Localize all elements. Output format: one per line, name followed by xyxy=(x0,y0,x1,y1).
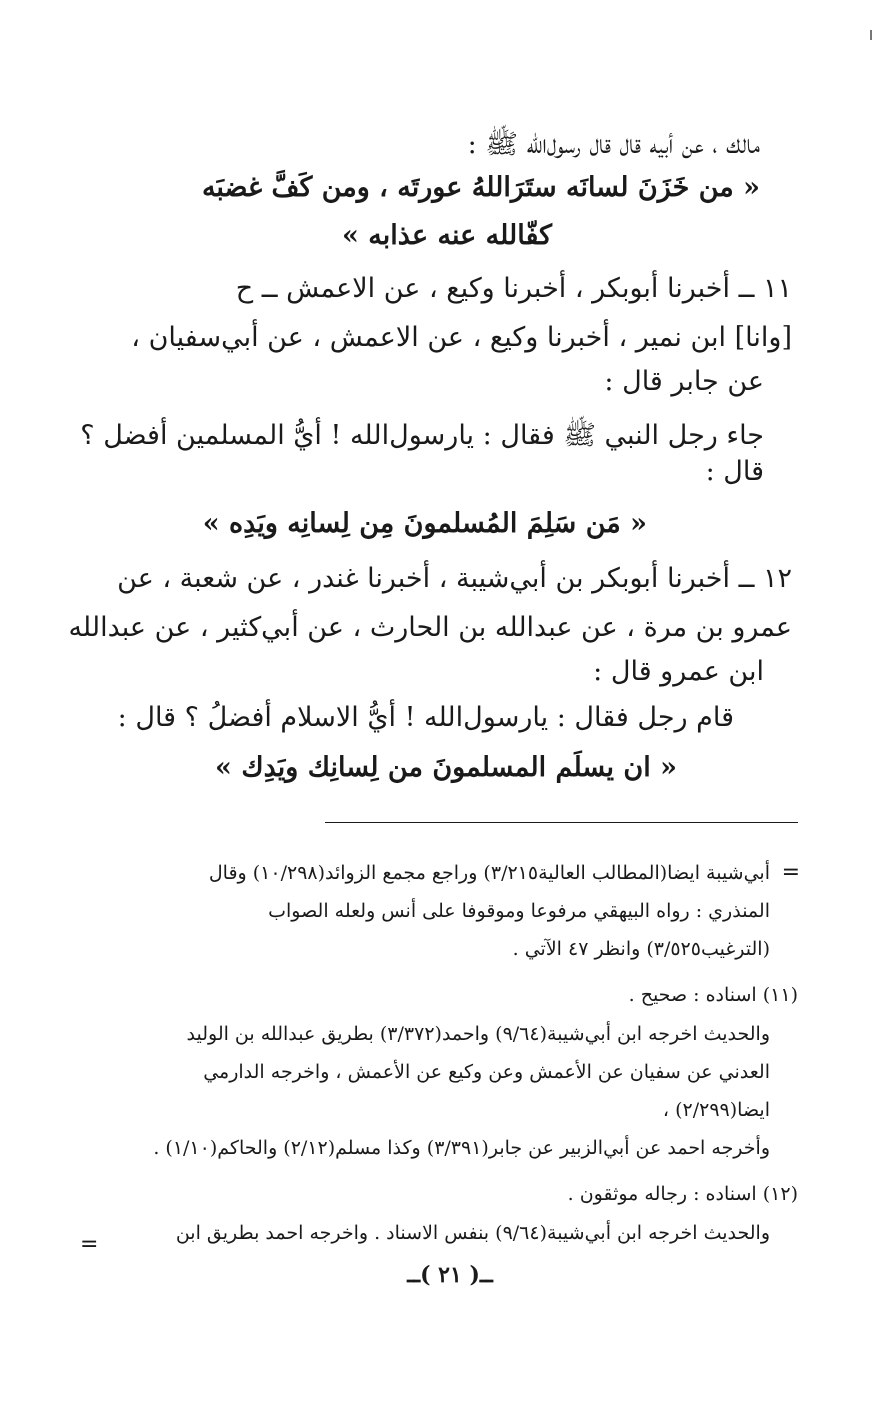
hadith-text-line: كفّالله عنه عذابه » xyxy=(342,220,552,251)
hadith-12-chain-line: ١٢ ــ أخبرنا أبوبكر بن أبي‌شيبة ، أخبرنا غندر ، عن شعبة ، عن xyxy=(117,563,792,594)
hadith-11-chain-line: [وانا] ابن نمير ، أخبرنا وكيع ، عن الاعمش ، عن أبي‌سفيان ، xyxy=(131,322,792,353)
footnote-12-heading: (١٢) اسناده : رجاله موثقون . xyxy=(567,1183,798,1205)
hadith-12-chain-line: عمرو بن مرة ، عن عبدالله بن الحارث ، عن أبي‌كثير ، عن عبدالله xyxy=(68,612,792,643)
continuation-mark: = xyxy=(80,1232,99,1257)
footnote-line: (الترغيب٣/٥٢٥) وانظر ٤٧ الآتي . xyxy=(512,938,770,960)
hadith-text-line: « من خَزَنَ لسانَه ستَرَاللهُ عورتَه ، ومن كَفَّ غضبَه xyxy=(201,172,760,203)
footnote-line: ايضا(٢/٢٩٩) ، xyxy=(662,1099,770,1121)
hadith-11-chain-line: عن جابر قال : xyxy=(604,366,764,397)
hadith-12-narrative-line: قام رجل فقال : يارسول‌الله ! أيُّ الاسلام أفضلُ ؟ قال : xyxy=(117,702,734,733)
footnote-11-heading: (١١) اسناده : صحيح . xyxy=(628,984,798,1006)
footnote-line: والحديث اخرجه ابن أبي‌شيبة(٩/٦٤) بنفس الاسناد . واخرجه احمد بطريق ابن xyxy=(175,1222,770,1244)
scan-artifact xyxy=(870,30,872,40)
hadith-11-narrative-line: قال : xyxy=(705,456,764,487)
body-line-1: مالك ، عن أبيه قال قال رسول‌الله ﷺ : xyxy=(467,129,760,160)
footnote-line: العدني عن سفيان عن الأعمش وعن وكيع عن الأعمش ، واخرجه الدارمي xyxy=(203,1061,770,1083)
footnote-line: أبي‌شيبة ايضا(المطالب العالية٣/٢١٥) وراجع مجمع الزوائد(١٠/٢٩٨) وقال xyxy=(208,862,770,884)
hadith-text-line: « ان يسلَم المسلمونَ من لِسانِك ويَدِك » xyxy=(215,752,677,783)
hadith-11-narrative-line: جاء رجل النبي ﷺ فقال : يارسول‌الله ! أيُّ المسلمين أفضل ؟ xyxy=(80,420,764,451)
footnote-line: وأخرجه احمد عن أبي‌الزبير عن جابر(٣/٣٩١) وكذا مسلم(٢/١٢) والحاكم(١/١٠) . xyxy=(153,1137,770,1159)
hadith-11-chain-line: ١١ ــ أخبرنا أبوبكر ، أخبرنا وكيع ، عن الاعمش ــ ح xyxy=(235,273,792,304)
footnote-separator xyxy=(325,822,798,823)
hadith-12-chain-line: ابن عمرو قال : xyxy=(593,656,764,687)
hadith-text-line: « مَن سَلِمَ المُسلمونَ مِن لِسانِه ويَدِه » xyxy=(202,508,647,539)
continuation-mark: = xyxy=(781,860,800,885)
page-number: ــ( ٢١ )ــ xyxy=(407,1262,493,1288)
footnote-line: والحديث اخرجه ابن أبي‌شيبة(٩/٦٤) واحمد(٣/٣٧٢) بطريق عبدالله بن الوليد xyxy=(186,1023,770,1045)
footnote-line: المنذري : رواه البيهقي مرفوعا وموقوفا على أنس ولعله الصواب xyxy=(268,900,770,922)
